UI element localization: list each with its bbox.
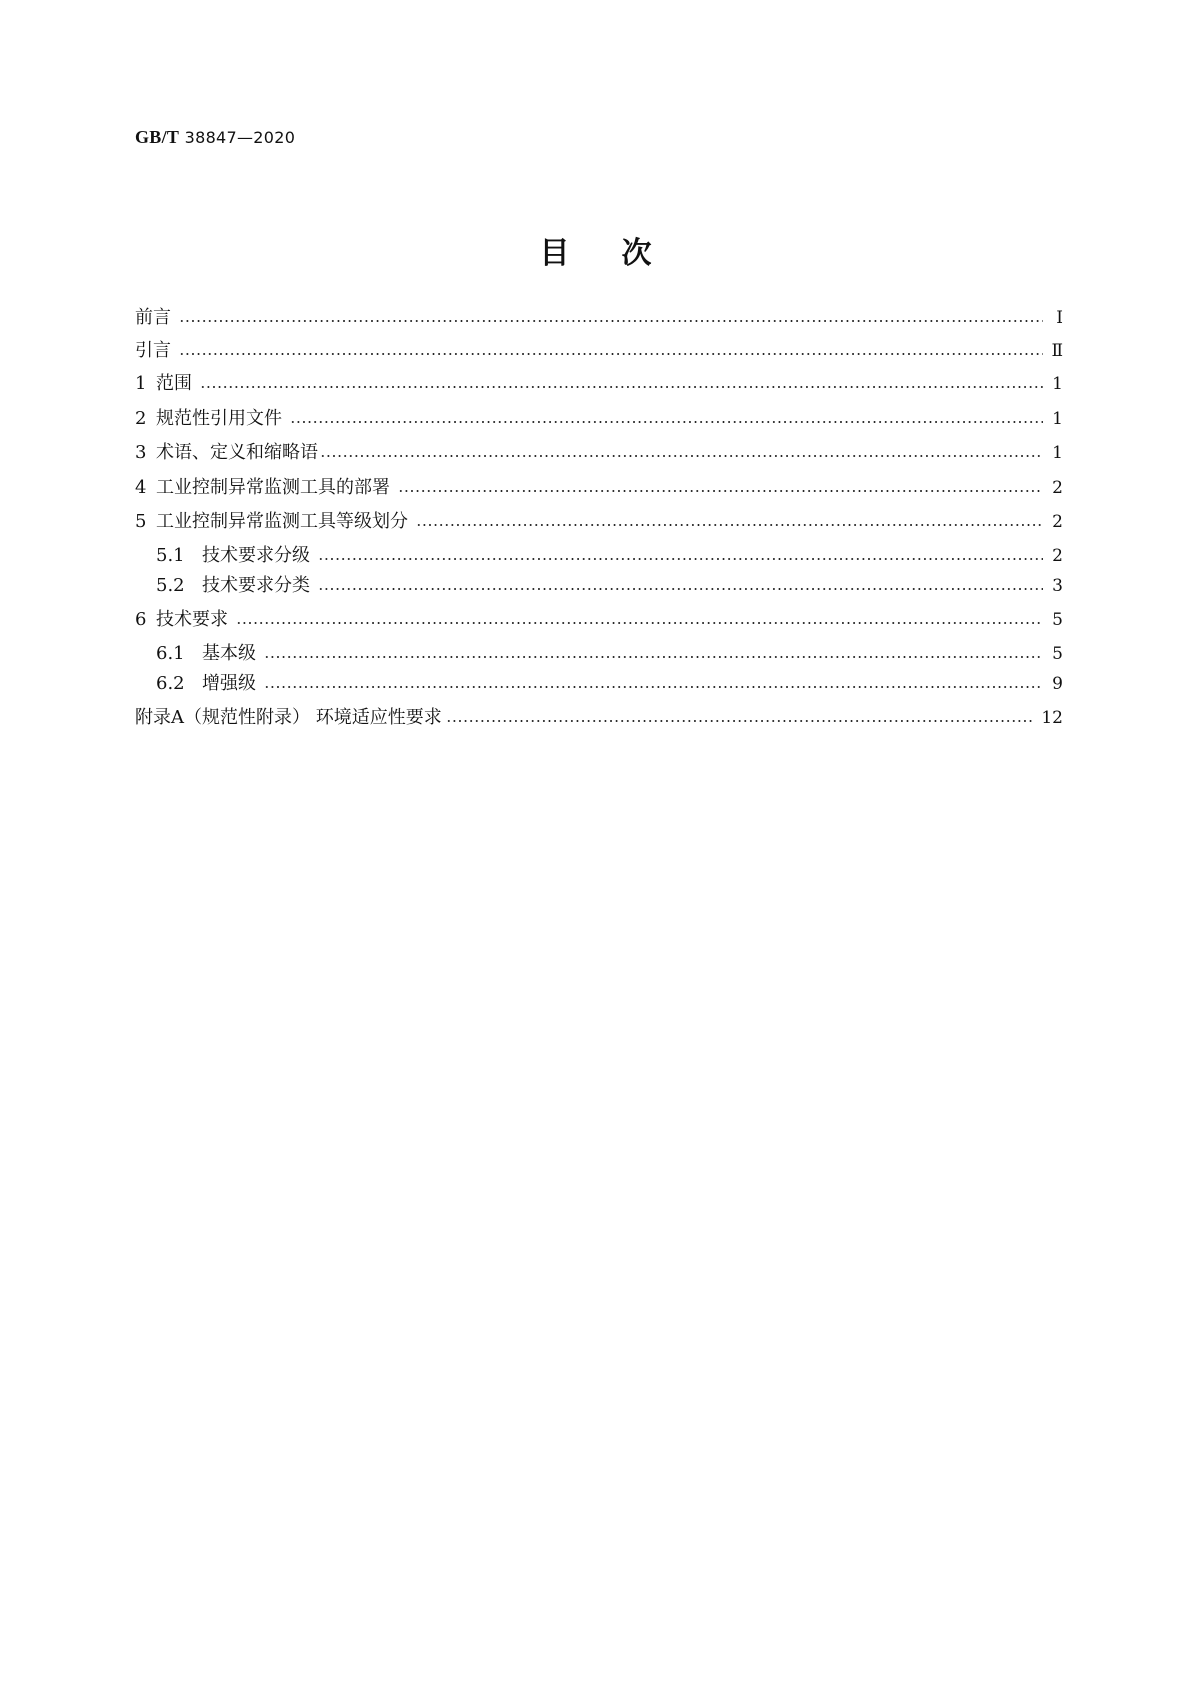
toc-leader-dots xyxy=(416,524,1043,526)
standard-number: 38847—2020 xyxy=(184,128,296,147)
toc-entry-page: 2 xyxy=(1052,546,1063,566)
toc-entry-label: （规范性附录） 环境适应性要求 xyxy=(184,707,442,728)
toc-entry-6[interactable] xyxy=(135,605,1063,635)
toc-entry-5[interactable] xyxy=(135,507,1063,537)
toc-entry-number: 6 xyxy=(135,609,147,630)
toc-entry-number: 2 xyxy=(135,408,147,429)
toc-entry-label: 技术要求分类 xyxy=(202,575,310,596)
toc-leader-dots xyxy=(264,656,1043,658)
toc-entry-number: 附录A xyxy=(135,707,184,728)
toc-entry-page: 12 xyxy=(1041,708,1063,728)
toc-entry-label: 术语、定义和缩略语 xyxy=(156,442,318,463)
toc-entry-introduction[interactable] xyxy=(135,336,1063,366)
toc-entry-label: 技术要求分级 xyxy=(202,545,310,566)
toc-entry-page: 9 xyxy=(1052,674,1063,694)
toc-entry-page: 1 xyxy=(1052,374,1063,394)
toc-entry-label: 基本级 xyxy=(202,643,256,664)
toc-entry-5-1[interactable] xyxy=(135,541,1063,571)
toc-entry-page: Ⅱ xyxy=(1051,341,1063,361)
toc-entry-page: 2 xyxy=(1052,512,1063,532)
toc-entry-page: Ⅰ xyxy=(1056,308,1063,328)
toc-leader-dots xyxy=(318,558,1043,560)
toc-entry-label: 规范性引用文件 xyxy=(156,408,282,429)
toc-entry-foreword[interactable] xyxy=(135,303,1063,333)
toc-entry-number: 6.2 xyxy=(156,673,185,694)
toc-entry-number: 6.1 xyxy=(156,643,185,664)
toc-entry-page: 5 xyxy=(1052,644,1063,664)
toc-leader-dots xyxy=(290,421,1043,423)
toc-entry-2[interactable] xyxy=(135,404,1063,434)
toc-leader-dots xyxy=(318,588,1043,590)
toc-entry-page: 5 xyxy=(1052,610,1063,630)
toc-entry-number: 5 xyxy=(135,511,147,532)
toc-entry-number: 5.1 xyxy=(156,545,185,566)
toc-entry-page: 2 xyxy=(1052,478,1063,498)
toc-entry-number: 1 xyxy=(135,373,147,394)
toc-leader-dots xyxy=(398,490,1043,492)
toc-entry-label: 工业控制异常监测工具的部署 xyxy=(156,477,390,498)
toc-leader-dots xyxy=(200,386,1043,388)
toc-entry-label: 范围 xyxy=(156,373,192,394)
toc-entry-label: 技术要求 xyxy=(156,609,228,630)
standard-prefix: GB/T xyxy=(135,127,180,147)
toc-entry-5-2[interactable] xyxy=(135,571,1063,601)
toc-entry-page: 1 xyxy=(1052,443,1063,463)
toc-leader-dots xyxy=(236,622,1043,624)
toc-entry-6-2[interactable] xyxy=(135,669,1063,699)
page-title: 目次 xyxy=(539,236,704,271)
toc-entry-6-1[interactable] xyxy=(135,639,1063,669)
toc-entry-annex-a[interactable] xyxy=(135,703,1063,733)
toc-leader-dots xyxy=(179,353,1043,355)
toc-leader-dots xyxy=(264,686,1043,688)
toc-entry-page: 1 xyxy=(1052,409,1063,429)
toc-entry-label: 工业控制异常监测工具等级划分 xyxy=(156,511,408,532)
toc-entry-1[interactable] xyxy=(135,369,1063,399)
toc-entry-label: 前言 xyxy=(135,307,171,328)
toc-entry-number: 4 xyxy=(135,477,147,498)
standard-code xyxy=(135,127,295,148)
toc-entry-3[interactable] xyxy=(135,438,1063,468)
toc-entry-label: 引言 xyxy=(135,340,171,361)
toc-entry-4[interactable] xyxy=(135,473,1063,503)
toc-entry-page: 3 xyxy=(1052,576,1063,596)
toc-leader-dots xyxy=(446,720,1034,722)
toc-entry-label: 增强级 xyxy=(202,673,256,694)
toc-leader-dots xyxy=(320,455,1043,457)
toc-entry-number: 5.2 xyxy=(156,575,185,596)
toc-leader-dots xyxy=(179,320,1043,322)
toc-entry-number: 3 xyxy=(135,442,147,463)
